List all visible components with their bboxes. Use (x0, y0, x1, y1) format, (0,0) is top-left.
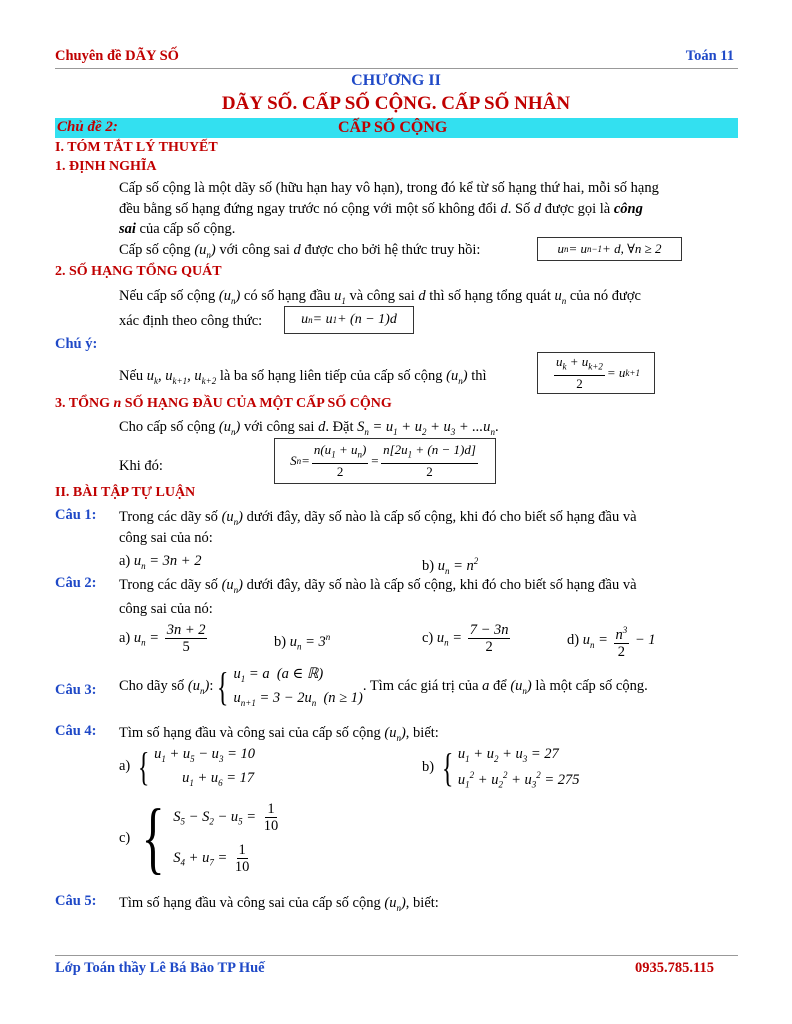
general-line-1: Nếu cấp số cộng $(u_n)$ có số hạng đầu $u_1$ và công sai d thì số hạng tổng quát $u_n$ của nó được (119, 288, 641, 306)
general-line-2: xác định theo công thức: (119, 313, 263, 329)
sum-line: Cho cấp số cộng $(u_n)$ với công sai d. Đặt $S_n = u_1 + u_2 + u_3 + ...u_n$. (119, 419, 499, 437)
sum-formula: S n = $\frac{n(u_1 + u_n)}{2}$ = $\frac{n[2u_1 + (n - 1)d]}{2}$ (274, 438, 496, 484)
chapter-title: DÃY SỐ. CẤP SỐ CỘNG. CẤP SỐ NHÂN (221, 93, 571, 114)
def-line-2: đều bằng số hạng đứng ngay trước nó cộng với một số không đổi d. Số d được gọi là công (119, 201, 643, 217)
footer-rule (55, 955, 738, 956)
q2-option-b: b) $u_n = 3^n$ (274, 632, 331, 652)
q4-option-c: c) { $S_5 - S_2 - u_5$ = $\frac{1}{10}$ $S_4 + u_7$ = $\frac{1}{10}$ (119, 794, 279, 882)
q2-option-d: d) $u_n$ = $\frac{n^3}{2}$ − 1 (567, 622, 656, 660)
def-line-3: sai của cấp số cộng. (119, 221, 236, 237)
section-1-3: 3. TỔNG n SỐ HẠNG ĐẦU CỦA MỘT CẤP SỐ CỘNG (55, 396, 392, 411)
header-left: Chuyên đề DÃY SỐ (55, 48, 179, 64)
note-formula: $\frac{u_k + u_{k+2}}{2}$ = u k+1 (537, 352, 655, 394)
q4-option-b: b) { $u_1 + u_2 + u_3 = 27$ $u_1^2 + u_2^2 + u_3^2 = 275$ (422, 744, 580, 790)
question-2-text: Trong các dãy số $(u_n)$ dưới đây, dãy số nào là cấp số cộng, khi đó cho biết số hạng đầu và (119, 577, 637, 595)
question-4-label: Câu 4: (55, 723, 97, 739)
def-line-4: Cấp số cộng $(u_n)$ với công sai d được cho bởi hệ thức truy hồi: (119, 242, 481, 260)
sum-khi-do: Khi đó: (119, 458, 163, 474)
section-1-1: 1. ĐỊNH NGHĨA (55, 159, 157, 174)
question-3-text: Cho dãy số $(u_n)$ : { $u_1 = a$ (a ∈ ℝ) $u_{n+1} = 3 - 2u_n$ (n ≥ 1) . Tìm các giá trị của a để $(u_n)$ là một cấp số cộng. (119, 663, 648, 709)
question-1-label: Câu 1: (55, 507, 97, 523)
question-2-label: Câu 2: (55, 575, 97, 591)
general-formula: u n = u 1 + (n − 1)d (284, 306, 414, 334)
topic-bar (55, 118, 738, 138)
q2-option-a: a) $u_n$ = $\frac{3n + 2}{5}$ (119, 622, 206, 655)
footer-right: 0935.785.115 (635, 960, 714, 976)
q1-option-a: a) $u_n = 3n + 2$ (119, 553, 202, 571)
footer-left: Lớp Toán thầy Lê Bá Bảo TP Huế (55, 960, 265, 976)
note-line: Nếu $u_k$, $u_{k+1}$, $u_{k+2}$ là ba số hạng liên tiếp của cấp số cộng $(u_n)$ thì (119, 368, 487, 386)
question-4-text: Tìm số hạng đầu và công sai của cấp số cộng $(u_n)$, biết: (119, 725, 439, 743)
q4-option-a: a) { $u_1 + u_5 - u_3 = 10$ $u_1 + u_6 = 17$ (119, 743, 255, 789)
question-1-text: Trong các dãy số $(u_n)$ dưới đây, dãy số nào là cấp số cộng, khi đó cho biết số hạng đầu và (119, 509, 637, 527)
note-label: Chú ý: (55, 336, 98, 352)
question-1-text-2: công sai của nó: (119, 530, 213, 546)
header-rule (55, 68, 738, 69)
question-5-label: Câu 5: (55, 893, 97, 909)
topic-title: CẤP SỐ CỘNG (338, 119, 448, 136)
question-5-text: Tìm số hạng đầu và công sai của cấp số cộng $(u_n)$, biết: (119, 895, 439, 913)
header-right: Toán 11 (685, 48, 734, 64)
def-line-1: Cấp số cộng là một dãy số (hữu hạn hay vô hạn), trong đó kể từ số hạng thứ hai, mỗi số hạng (119, 180, 659, 196)
section-2: II. BÀI TẬP TỰ LUẬN (55, 485, 196, 500)
recurrence-formula: u n = u n−1 + d, ∀n ≥ 2 (537, 237, 682, 261)
section-1-2: 2. SỐ HẠNG TỔNG QUÁT (55, 264, 222, 279)
topic-label: Chủ đề 2: (57, 119, 118, 135)
question-2-text-2: công sai của nó: (119, 601, 213, 617)
q1-option-b: b) $u_n = n^2$ (422, 556, 479, 576)
chapter-label: CHƯƠNG II (351, 72, 441, 89)
q2-option-c: c) $u_n$ = $\frac{7 - 3n}{2}$ (422, 622, 509, 655)
section-1: I. TÓM TẮT LÝ THUYẾT (55, 140, 218, 155)
question-3-label: Câu 3: (55, 682, 97, 698)
